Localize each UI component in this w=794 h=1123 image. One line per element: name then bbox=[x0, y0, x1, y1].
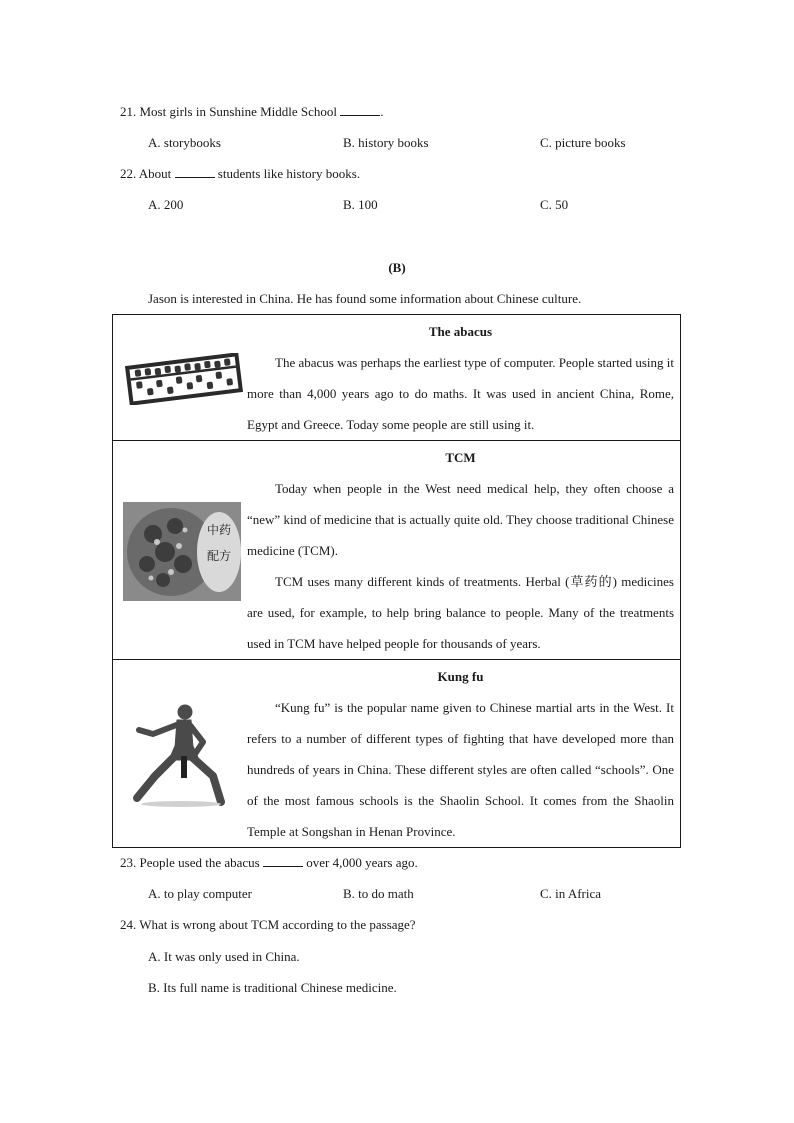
herbal-image-label: 中药 bbox=[206, 523, 232, 537]
question-21-stem: 21. Most girls in Sunshine Middle School bbox=[120, 104, 338, 119]
question-22-stem: 22. About bbox=[120, 166, 172, 181]
question-22: 22. About students like history books. bbox=[120, 166, 361, 181]
option-21c: C. picture books bbox=[540, 135, 626, 150]
kung-fu-image bbox=[129, 698, 239, 810]
abacus-image bbox=[125, 353, 243, 405]
culture-info-table bbox=[112, 314, 681, 848]
abacus-title: The abacus bbox=[428, 324, 493, 339]
abacus-row bbox=[113, 315, 681, 441]
question-23: 23. People used the abacus over 4,000 years ago. bbox=[120, 855, 418, 870]
kungfu-title: Kung fu bbox=[437, 669, 484, 684]
answer-blank bbox=[340, 104, 380, 116]
answer-blank bbox=[175, 166, 215, 178]
question-24: 24. What is wrong about TCM according to the passage? bbox=[120, 917, 416, 932]
question-23-stem: 23. People used the abacus bbox=[120, 855, 260, 870]
option-23c: C. in Africa bbox=[540, 886, 602, 901]
question-21: 21. Most girls in Sunshine Middle School . bbox=[120, 104, 384, 119]
option-23a: A. to play computer bbox=[148, 886, 252, 901]
tcm-paragraph-1: Today when people in the West need medical help, they often choose a “new” kind of medicine that is actually quite old. They choose traditional Chinese medicine (TCM). bbox=[247, 481, 674, 558]
option-23b: B. to do math bbox=[343, 886, 414, 901]
option-21a: A. storybooks bbox=[148, 135, 221, 150]
svg-text:配方: 配方 bbox=[206, 549, 232, 563]
option-24b: B. Its full name is traditional Chinese medicine. bbox=[148, 980, 397, 995]
section-b-heading: (B) bbox=[388, 260, 406, 275]
answer-blank bbox=[263, 855, 303, 867]
option-24a: A. It was only used in China. bbox=[148, 949, 300, 964]
abacus-paragraph: The abacus was perhaps the earliest type of computer. People started using it more than 4,000 years ago to do maths. It was used in ancient China, Rome, Egypt and Greece. Today some people are still using it. bbox=[247, 355, 674, 432]
kungfu-row bbox=[113, 660, 681, 848]
option-22a: A. 200 bbox=[148, 197, 184, 212]
option-22c: C. 50 bbox=[540, 197, 569, 212]
kungfu-paragraph: “Kung fu” is the popular name given to Chinese martial arts in the West. It refers to a number of different types of fighting that have developed more than hundreds of years in China. These different styles are often called “schools”. One of the most famous schools is the Shaolin School. It comes from the Shaolin Temple at Songshan in Henan Province. bbox=[247, 700, 674, 839]
tcm-row bbox=[113, 441, 681, 660]
tcm-paragraph-2: TCM uses many different kinds of treatments. Herbal (草药的) medicines are used, for example, to help bring balance to people. Many of the treatments used in TCM have helped people for thousands of years. bbox=[247, 574, 674, 651]
option-21b: B. history books bbox=[343, 135, 429, 150]
herbal-medicine-image bbox=[123, 502, 241, 601]
section-b-intro: Jason is interested in China. He has found some information about Chinese culture. bbox=[148, 291, 582, 306]
option-22b: B. 100 bbox=[343, 197, 378, 212]
tcm-title: TCM bbox=[445, 450, 476, 465]
